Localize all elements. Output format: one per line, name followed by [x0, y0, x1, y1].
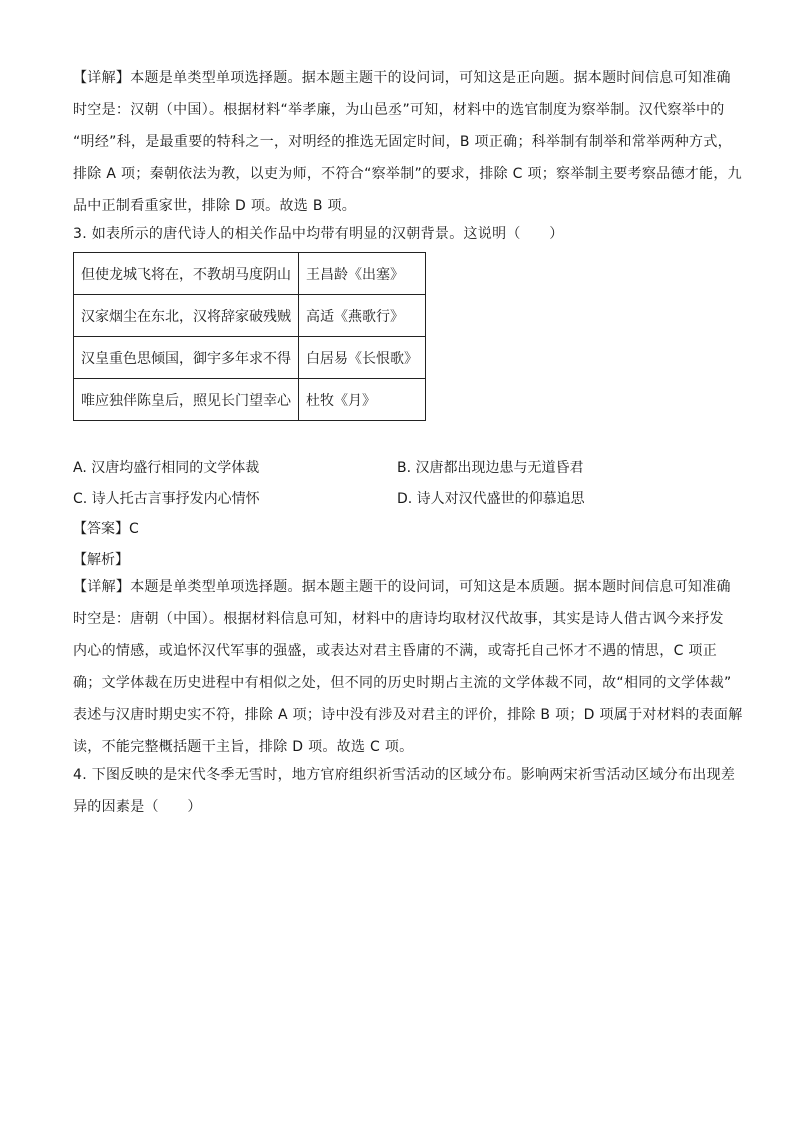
q2-explanation-line: 【详解】本题是单类型单项选择题。据本题主题干的设问词，可知这是正向题。据本题时间信息可知准确 — [73, 70, 731, 86]
q3-stem — [73, 218, 723, 250]
q4-stem — [73, 759, 736, 823]
q2-explanation — [73, 62, 742, 222]
q3-detail-line: 表述与汉唐时期史实不符，排除 A 项；诗中没有涉及对君主的评价，排除 B 项；D 项属于对材料的表面解 — [73, 707, 743, 723]
q3-detail-line: 确；文学体裁在历史进程中有相似之处，但不同的历史时期占主流的文学体裁不同，故“相同的文学体裁” — [73, 675, 732, 691]
answer-label: 【答案】C — [73, 521, 139, 537]
poem-table — [73, 252, 426, 421]
q3-detail-line: 读，不能完整概括题干主旨，排除 D 项。故选 C 项。 — [73, 739, 414, 755]
source-cell: 白居易《长恨歌》 — [299, 337, 426, 379]
verse-cell: 汉家烟尘在东北，汉将辞家破残贼 — [74, 295, 299, 337]
q3-detail-line: 时空是：唐朝（中国）。根据材料信息可知，材料中的唐诗均取材汉代故事，其实是诗人借古讽今来抒发 — [73, 611, 724, 627]
verse-cell: 汉皇重色思倾国，御宇多年求不得 — [74, 337, 299, 379]
q3-detail-line: 【详解】本题是单类型单项选择题。据本题主题干的设问词，可知这是本质题。据本题时间信息可知准确 — [73, 579, 731, 595]
q2-explanation-line: 时空是：汉朝（中国）。根据材料“举孝廉，为山邑丞”可知，材料中的选官制度为察举制。汉代察举中的 — [73, 102, 725, 118]
analysis-label: 【解析】 — [73, 552, 129, 568]
q2-explanation-line: “明经”科，是最重要的特科之一，对明经的推选无固定时间，B 项正确；科举制有制举和常举两种方式， — [73, 134, 732, 150]
q3-stem-text: 3. 如表所示的唐代诗人的相关作品中均带有明显的汉朝背景。这说明（ ） — [73, 226, 564, 242]
option-d: D. 诗人对汉代盛世的仰慕追思 — [397, 491, 585, 507]
verse-cell: 唯应独伴陈皇后，照见长门望幸心 — [74, 379, 299, 421]
table-row — [74, 337, 426, 379]
table-row — [74, 379, 426, 421]
verse-cell: 但使龙城飞将在，不教胡马度阴山 — [74, 253, 299, 295]
q3-detail — [73, 571, 743, 763]
source-cell: 杜牧《月》 — [299, 379, 426, 421]
table-row — [74, 253, 426, 295]
q4-stem-line: 异的因素是（ ） — [73, 799, 202, 815]
q3-detail-line: 内心的情感，或追怀汉代军事的强盛，或表达对君主昏庸的不满，或寄托自己怀才不遇的情思，C 项正 — [73, 643, 718, 659]
option-c: C. 诗人托古言事抒发内心情怀 — [73, 491, 260, 507]
table-row — [74, 295, 426, 337]
q2-explanation-line: 排除 A 项；秦朝依法为教，以吏为师，不符合“察举制”的要求，排除 C 项；察举制主要考察品德才能，九 — [73, 166, 742, 182]
option-b: B. 汉唐都出现边患与无道昏君 — [397, 460, 584, 476]
option-a: A. 汉唐均盛行相同的文学体裁 — [73, 460, 260, 476]
q4-stem-line: 4. 下图反映的是宋代冬季无雪时，地方官府组织祈雪活动的区域分布。影响两宋祈雪活动区域分布出现差 — [73, 767, 736, 783]
source-cell: 高适《燕歌行》 — [299, 295, 426, 337]
source-cell: 王昌龄《出塞》 — [299, 253, 426, 295]
q2-explanation-line: 品中正制看重家世，排除 D 项。故选 B 项。 — [73, 198, 357, 214]
